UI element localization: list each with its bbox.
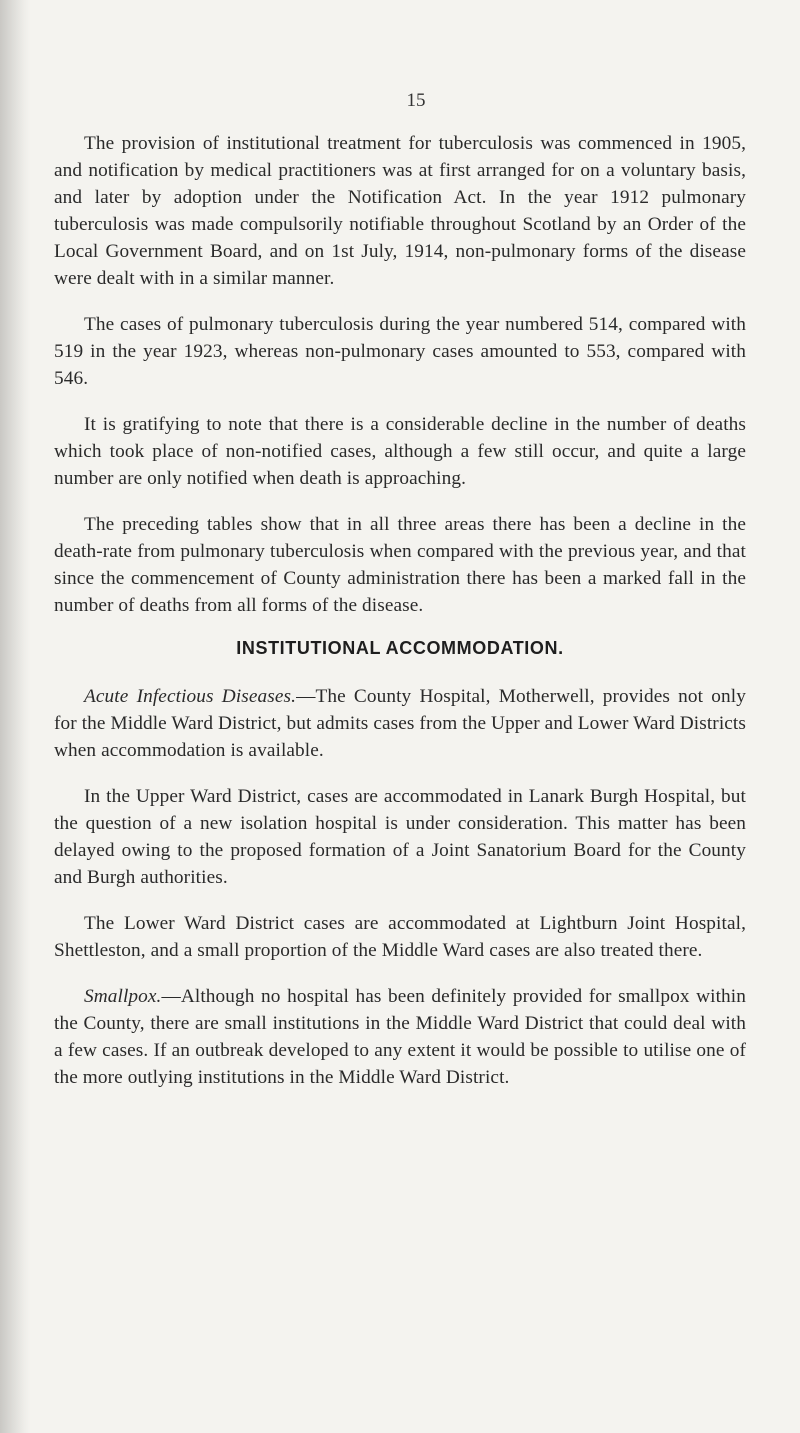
body-text xyxy=(54,130,746,1110)
page-number: 15 xyxy=(406,90,426,111)
paragraph-tuberculosis-history: The provision of institutional treatment for tuberculosis was commenced in 1905, and notification by medical practitioners was at first arranged for on a voluntary basis, and later by adoption under the Notification Act. In the year 1912 pulmonary tuberculosis was made compulsorily notifiable throughout Scotland by an Order of the Local Government Board, and on 1st July, 1914, non-pulmonary forms of the disease were dealt with in a similar manner. xyxy=(54,133,746,289)
acute-run-in-heading: Acute Infectious Diseases. xyxy=(84,686,297,707)
smallpox-text: —Although no hospital has been definitely provided for smallpox within the County, there are small institutions in the Middle Ward District that could deal with a few cases. If an outbreak developed to any extent it would be possible to utilise one of the more outlying institutions in the Middle Ward District. xyxy=(54,986,746,1088)
smallpox-run-in-heading: Smallpox. xyxy=(84,986,162,1007)
paragraph-case-counts: The cases of pulmonary tuberculosis during the year numbered 514, compared with 519 in the year 1923, whereas non-pulmonary cases amounted to 553, compared with 546. xyxy=(54,314,746,389)
paragraph-death-rate-decline: The preceding tables show that in all three areas there has been a decline in the death-rate from pulmonary tuberculosis when compared with the previous year, and that since the commencement of County administration there has been a marked fall in the number of deaths from all forms of the disease. xyxy=(54,514,746,616)
acute-text: —The County Hospital, Motherwell, provides not only for the Middle Ward District, but admits cases from the Upper and Lower Ward Districts when accommodation is available. xyxy=(54,686,746,761)
page-edge-shadow xyxy=(0,0,30,1433)
paragraph-lower-ward: The Lower Ward District cases are accommodated at Lightburn Joint Hospital, Shettleston, and a small proportion of the Middle Ward cases are also treated there. xyxy=(54,913,746,961)
paragraph-non-notified-deaths: It is gratifying to note that there is a considerable decline in the number of deaths which took place of non-notified cases, although a few still occur, and quite a large number are only notified when death is approaching. xyxy=(54,414,746,489)
section-heading: INSTITUTIONAL ACCOMMODATION. xyxy=(236,638,564,658)
paragraph-acute-infectious xyxy=(54,683,746,764)
paragraph-smallpox xyxy=(54,983,746,1091)
paragraph-upper-ward: In the Upper Ward District, cases are accommodated in Lanark Burgh Hospital, but the question of a new isolation hospital is under consideration. This matter has been delayed owing to the proposed formation of a Joint Sanatorium Board for the County and Burgh authorities. xyxy=(54,786,746,888)
